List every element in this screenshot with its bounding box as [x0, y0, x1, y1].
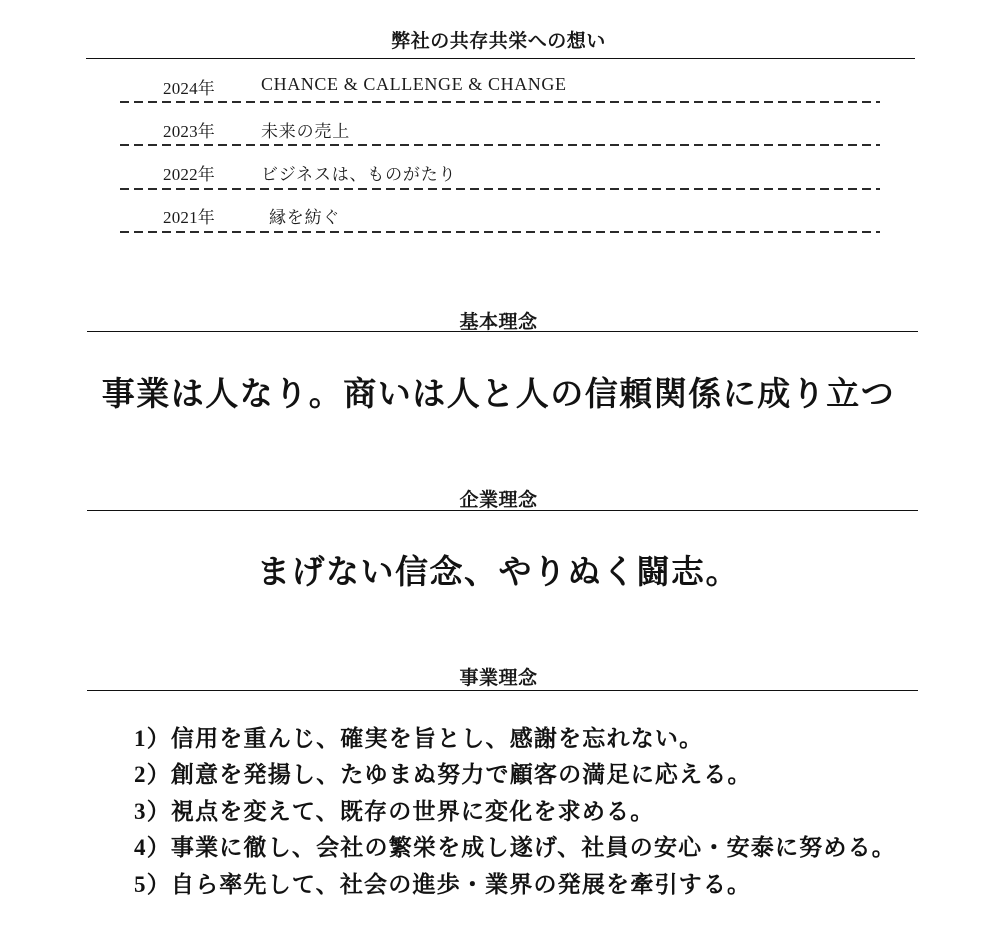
- section-heading-basic-philosophy: 基本理念: [459, 312, 538, 333]
- timeline-divider: [120, 144, 880, 146]
- timeline-row: [0, 203, 997, 245]
- list-item: [134, 793, 654, 826]
- timeline-year: 2021年: [163, 208, 215, 227]
- timeline-divider: [120, 231, 880, 233]
- statement-basic-philosophy: 事業は人なり。商いは人と人の信頼関係に成り立つ: [101, 377, 896, 413]
- section-rule-basic-philosophy: [87, 331, 918, 332]
- timeline-row: [0, 160, 997, 202]
- timeline-divider: [120, 101, 880, 103]
- list-item-text: 創意を発揚し、たゆまぬ努力で顧客の満足に応える。: [170, 762, 752, 787]
- list-item-text: 事業に徹し、会社の繁栄を成し遂げ、社員の安心・安泰に努める。: [170, 835, 896, 860]
- timeline-year: 2024年: [163, 79, 215, 98]
- statement-corporate-philosophy: まげない信念、やりぬく闘志。: [257, 555, 740, 591]
- list-item-number: 4）: [134, 835, 171, 860]
- list-item-text: 信用を重んじ、確実を旨とし、感謝を忘れない。: [170, 726, 704, 751]
- timeline-year: 2022年: [163, 165, 215, 184]
- list-item: [134, 866, 751, 899]
- list-item: [134, 756, 752, 789]
- timeline-text: ビジネスは、ものがたり: [261, 165, 457, 184]
- list-item-number: 2）: [134, 762, 171, 787]
- timeline-divider: [120, 188, 880, 190]
- section-rule-corporate-philosophy: [87, 510, 918, 511]
- timeline-row: [0, 74, 997, 116]
- document-title: 弊社の共存共栄への想い: [391, 31, 606, 52]
- section-heading-corporate-philosophy: 企業理念: [459, 490, 538, 511]
- list-item-text: 視点を変えて、既存の世界に変化を求める。: [170, 799, 655, 824]
- list-item-number: 5）: [134, 872, 171, 897]
- list-item: [134, 720, 703, 753]
- list-item-number: 1）: [134, 726, 171, 751]
- list-item-text: 自ら率先して、社会の進歩・業界の発展を牽引する。: [170, 872, 752, 897]
- timeline-year: 2023年: [163, 122, 215, 141]
- section-heading-business-philosophy: 事業理念: [459, 668, 538, 689]
- list-item-number: 3）: [134, 799, 171, 824]
- timeline-text: CHANCE & CALLENGE & CHANGE: [261, 74, 567, 94]
- timeline-row: [0, 117, 997, 159]
- section-rule-business-philosophy: [87, 690, 918, 691]
- timeline-text: 縁を紡ぐ: [269, 208, 341, 227]
- timeline-text: 未来の売上: [261, 122, 350, 141]
- title-underline-rule: [86, 58, 915, 59]
- list-item: [134, 829, 896, 862]
